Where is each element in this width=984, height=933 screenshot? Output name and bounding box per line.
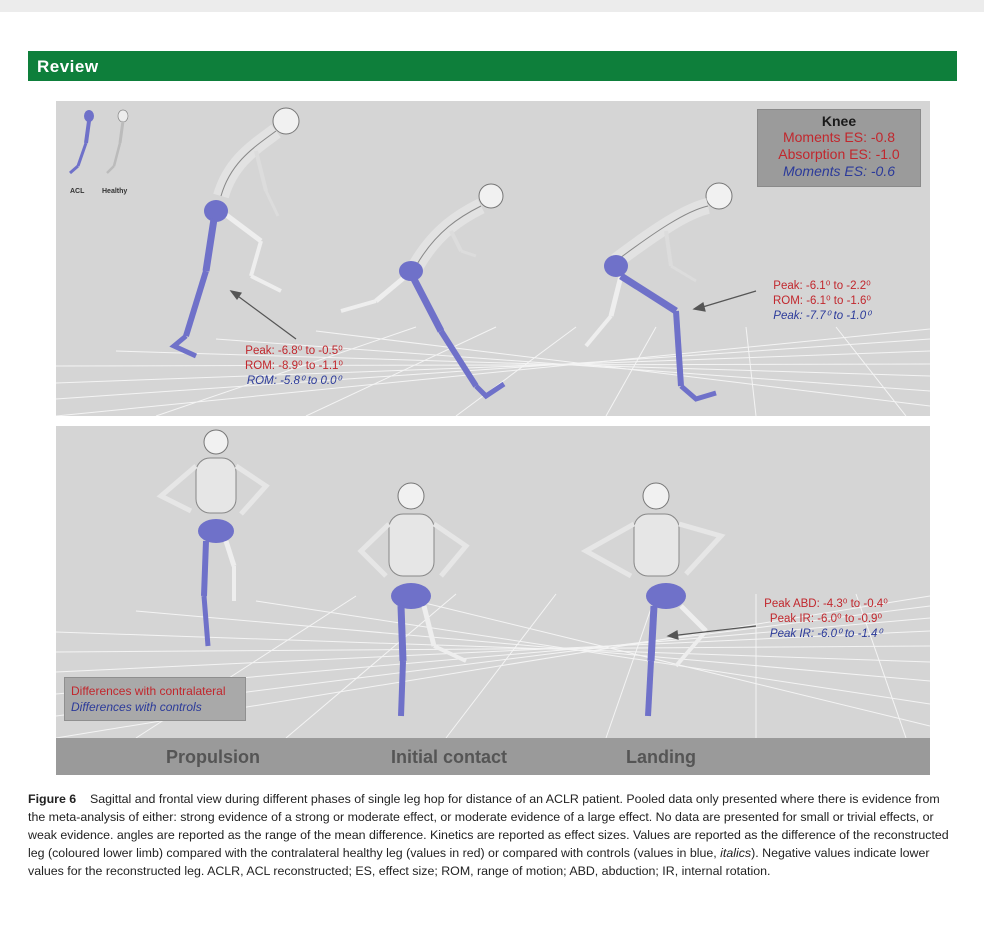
skeleton-propulsion-sagittal [174,108,299,356]
phase-label-bar [56,738,930,775]
mini-legend-healthy: Healthy [102,188,128,195]
skeleton-landing-frontal [586,483,721,716]
top-strip [0,0,984,12]
caption-text-italic: italics [720,846,752,860]
section-label: Review [37,57,99,76]
legend-contralateral: Differences with contralateral [71,684,226,698]
caption-text-part1: Sagittal and frontal view during different phases of single leg hop for distance of an ACLR patient. Pooled data only presented where there is evidence from the meta-analysis of either: strong evidence of a strong or moderate effect, or moderate evidence of a large effect. No data are presented for small or trivial effects, or weak evidence. angles are reported as the range of the mean difference. Kinetics are reported as effect sizes. Values are reported as the difference of the reconstructed leg (coloured lower limb) compared with the contralateral healthy leg (values in red) or compared with controls (values in blue, [28,792,949,860]
legend-controls: Differences with controls [71,700,202,714]
caption-text-part2: ). Negative values indicate lower values for the reconstructed leg. ACLR, ACL reconstructed; ES, effect size; ROM, range of motion; ABD, abduction; IR, internal rotation. [28,846,930,878]
floor-grid [56,327,930,416]
landing-peak-ir-controls: Peak IR: -6.0⁰ to -1.4⁰ [769,628,883,640]
propulsion-rom-contralateral: ROM: -8.9⁰ to -1.1⁰ [244,360,344,372]
phase-landing: Landing [626,747,696,767]
color-legend [64,677,246,721]
landing-peak-ir-contralateral: Peak IR: -6.0⁰ to -0.9⁰ [769,613,883,625]
knee-title: Knee [821,113,857,129]
knee-moments-contralateral: Moments ES: -0.8 [782,129,896,145]
section-banner [28,51,957,81]
skeleton-propulsion-frontal [161,430,266,646]
landing-peak-abd: Peak ABD: -4.3⁰ to -0.4⁰ [764,598,888,610]
landing-knee-annotation [762,279,882,324]
landing-frontal-annotation [756,597,896,642]
skeleton-initial-contact-sagittal [341,184,504,396]
mini-limb-legend [70,110,128,173]
figure-caption [28,790,958,880]
phase-propulsion: Propulsion [166,747,260,767]
sagittal-view-panel [56,101,930,416]
knee-moments-controls: Moments ES: -0.6 [782,163,896,179]
landing-peak-controls: Peak: -7.7⁰ to -1.0⁰ [773,310,871,322]
propulsion-peak: Peak: -6.8⁰ to -0.5⁰ [245,345,343,357]
phase-initial-contact: Initial contact [391,747,508,767]
knee-absorption-contralateral: Absorption ES: -1.0 [778,146,900,162]
caption-label: Figure 6 [28,792,77,806]
knee-kinetics-box [757,109,921,187]
mini-legend-acl: ACL [70,188,85,195]
frontal-view-panel [56,426,930,775]
landing-peak-contralateral: Peak: -6.1⁰ to -2.2⁰ [773,280,871,292]
landing-rom-contralateral: ROM: -6.1⁰ to -1.6⁰ [772,295,872,307]
propulsion-knee-annotation [234,344,354,389]
propulsion-rom-controls: ROM: -5.8⁰ to 0.0⁰ [246,375,342,387]
